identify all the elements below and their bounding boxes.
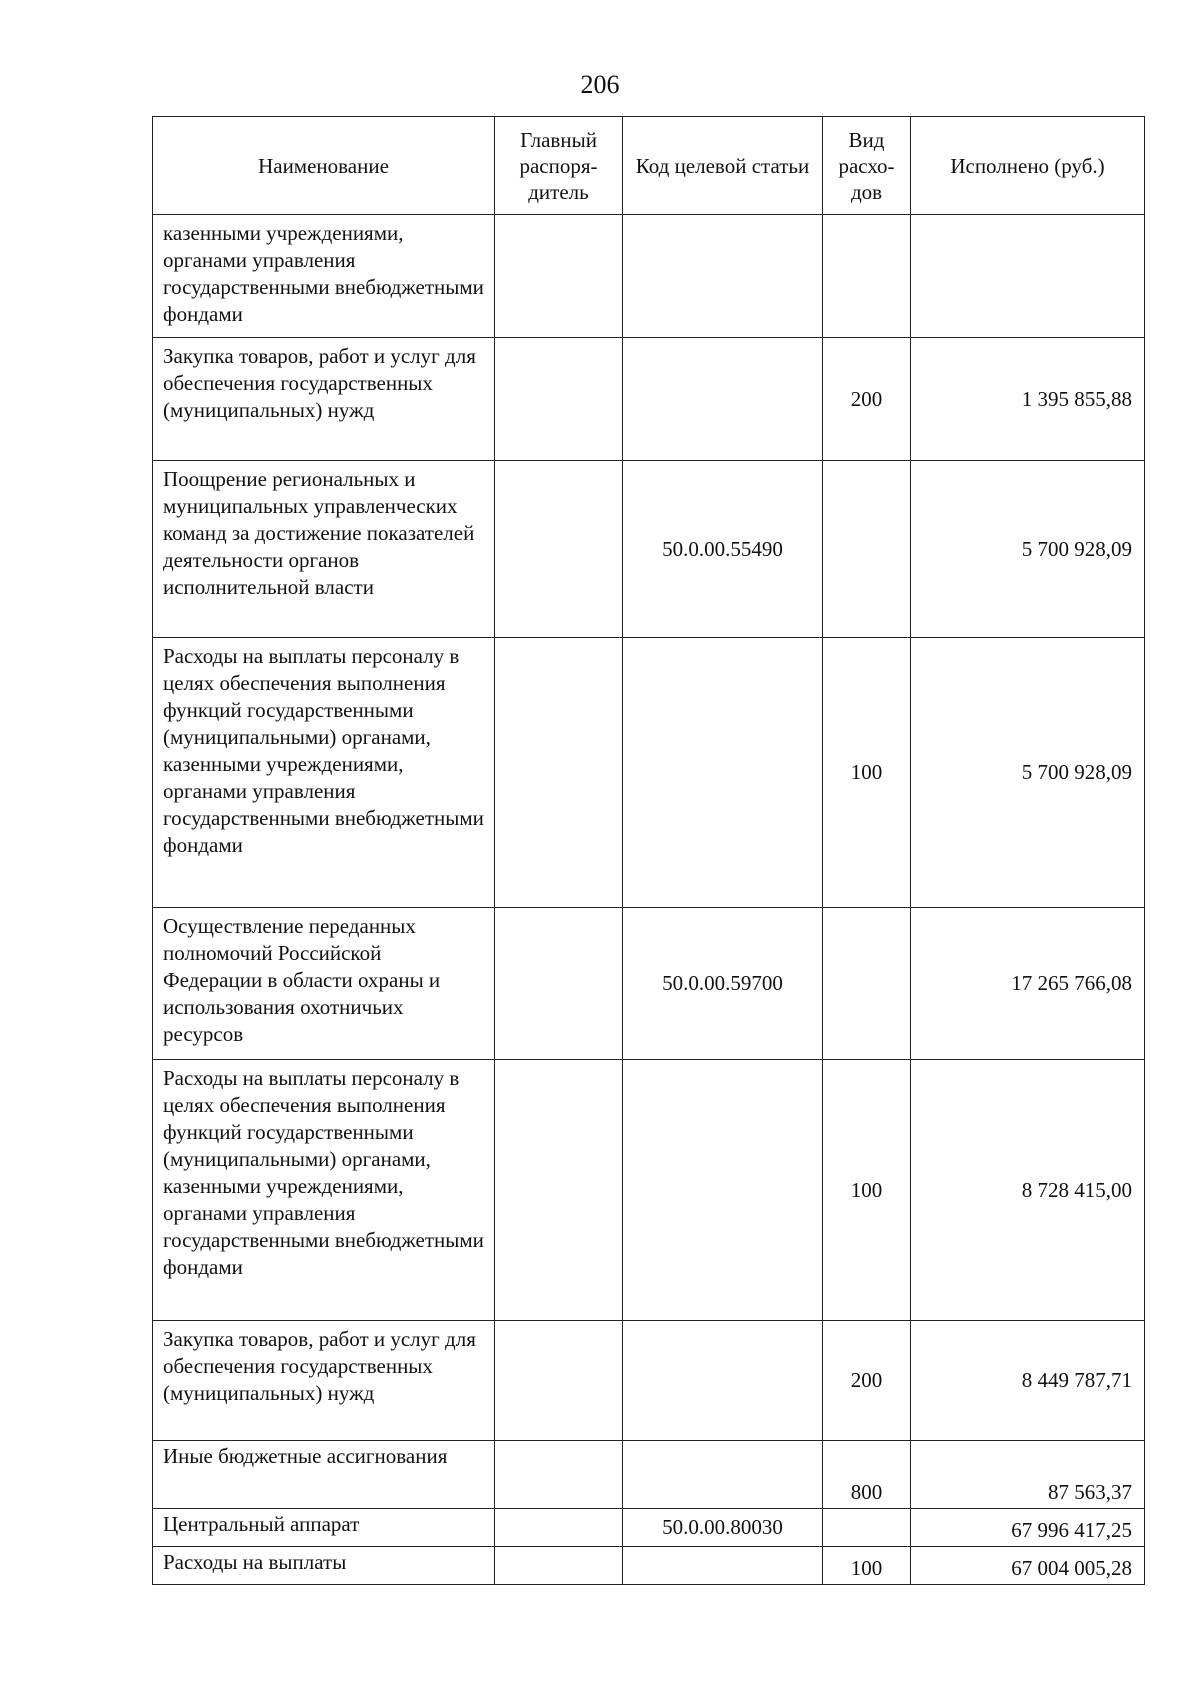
row-code: 50.0.00.59700 xyxy=(623,908,823,1060)
row-amount: 67 996 417,25 xyxy=(911,1509,1145,1547)
row-manager xyxy=(495,1547,623,1585)
row-amount: 67 004 005,28 xyxy=(911,1547,1145,1585)
row-amount: 1 395 855,88 xyxy=(911,338,1145,461)
header-name: Наименование xyxy=(153,117,495,215)
table-row xyxy=(153,1321,1145,1441)
row-type xyxy=(823,1509,911,1547)
row-amount: 8 728 415,00 xyxy=(911,1060,1145,1321)
table-row xyxy=(153,1060,1145,1321)
row-manager xyxy=(495,215,623,338)
row-amount: 5 700 928,09 xyxy=(911,461,1145,638)
row-manager xyxy=(495,1060,623,1321)
table-row xyxy=(153,338,1145,461)
table-row xyxy=(153,215,1145,338)
row-name: Расходы на выплаты персоналу в целях обеспечения выполнения функций государственными (муниципальными) органами, казенными учреждениями, органами управления государственными внебюджетными фондами xyxy=(153,638,495,908)
row-code xyxy=(623,638,823,908)
row-amount: 87 563,37 xyxy=(911,1441,1145,1509)
row-manager xyxy=(495,461,623,638)
row-code xyxy=(623,1321,823,1441)
row-name: Иные бюджетные ассигнования xyxy=(153,1441,495,1509)
row-amount: 17 265 766,08 xyxy=(911,908,1145,1060)
row-amount xyxy=(911,215,1145,338)
row-amount: 5 700 928,09 xyxy=(911,638,1145,908)
row-type: 800 xyxy=(823,1441,911,1509)
row-name: Закупка товаров, работ и услуг для обеспечения государственных (муниципальных) нужд xyxy=(153,1321,495,1441)
row-code xyxy=(623,1441,823,1509)
row-manager xyxy=(495,638,623,908)
row-type: 100 xyxy=(823,638,911,908)
row-manager xyxy=(495,338,623,461)
row-type xyxy=(823,461,911,638)
table-header-row xyxy=(153,117,1145,215)
row-type xyxy=(823,908,911,1060)
table-row xyxy=(153,1509,1145,1547)
header-manager: Главный распоря-дитель xyxy=(495,117,623,215)
row-code xyxy=(623,1060,823,1321)
header-code: Код целевой статьи xyxy=(623,117,823,215)
row-manager xyxy=(495,1321,623,1441)
row-type: 100 xyxy=(823,1060,911,1321)
row-name: Расходы на выплаты персоналу в целях обеспечения выполнения функций государственными (муниципальными) органами, казенными учреждениями, органами управления государственными внебюджетными фондами xyxy=(153,1060,495,1321)
row-name: Расходы на выплаты xyxy=(153,1547,495,1585)
row-manager xyxy=(495,1509,623,1547)
row-name: Центральный аппарат xyxy=(153,1509,495,1547)
row-name: казенными учреждениями, органами управления государственными внебюджетными фондами xyxy=(153,215,495,338)
row-type: 200 xyxy=(823,338,911,461)
table-row xyxy=(153,638,1145,908)
header-type: Вид расхо-дов xyxy=(823,117,911,215)
row-name: Поощрение региональных и муниципальных управленческих команд за достижение показателей деятельности органов исполнительной власти xyxy=(153,461,495,638)
row-type xyxy=(823,215,911,338)
table-row xyxy=(153,461,1145,638)
row-amount: 8 449 787,71 xyxy=(911,1321,1145,1441)
row-manager xyxy=(495,908,623,1060)
row-name: Осуществление переданных полномочий Российской Федерации в области охраны и использования охотничьих ресурсов xyxy=(153,908,495,1060)
table-row xyxy=(153,1547,1145,1585)
header-amount: Исполнено (руб.) xyxy=(911,117,1145,215)
row-code: 50.0.00.55490 xyxy=(623,461,823,638)
row-manager xyxy=(495,1441,623,1509)
page-number: 206 xyxy=(580,70,620,99)
row-code xyxy=(623,1547,823,1585)
row-type: 100 xyxy=(823,1547,911,1585)
budget-table xyxy=(152,116,1145,1585)
table-row xyxy=(153,908,1145,1060)
row-type: 200 xyxy=(823,1321,911,1441)
row-code xyxy=(623,215,823,338)
row-name: Закупка товаров, работ и услуг для обеспечения государственных (муниципальных) нужд xyxy=(153,338,495,461)
table-row xyxy=(153,1441,1145,1509)
row-code xyxy=(623,338,823,461)
row-code: 50.0.00.80030 xyxy=(623,1509,823,1547)
